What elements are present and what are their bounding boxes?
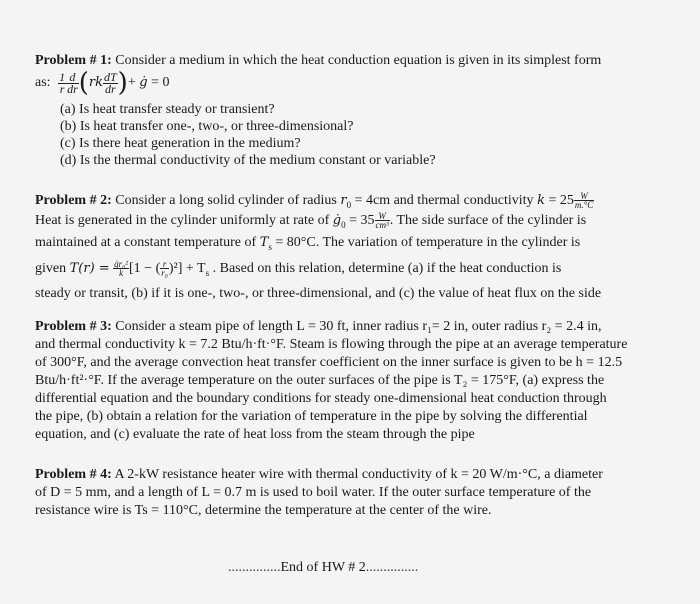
problem-3-line-7: equation, and (c) evaluate the rate of heat loss from the steam through the pipe <box>35 427 475 442</box>
problem-4-line-1: Problem # 4: A 2-kW resistance heater wire with thermal conductivity of k = 20 W/m·°C, a diameter <box>35 467 603 482</box>
problem-1-question-d: (d) Is the thermal conductivity of the medium constant or variable? <box>60 153 436 168</box>
problem-2-line-3: maintained at a constant temperature of $T_s = 80^\circ C$. The variation of temperature in the cylinder is <box>35 235 581 252</box>
problem-2-heading: Problem # 2: <box>35 193 112 208</box>
d-over-dr: $\frac{d}{dr}$ <box>67 69 78 96</box>
problem-3-line-2: and thermal conductivity k = 7.2 Btu/h·ft·°F. Steam is flowing through the pipe at an average temperature <box>35 337 628 352</box>
problem-3-heading: Problem # 3: <box>35 319 112 334</box>
r-over-r0: $\frac{r}{\text{r₀}}$ <box>161 259 168 279</box>
k-unit: $\frac{W}{m.^\circ C}$ <box>574 191 594 211</box>
problem-2-line-4: given T(r) = $\frac{\text{ġr₀²}}{k}$ [1 − ( $\frac{r}{\text{r₀}}$ )$^2] + T_s$ . Based on this relation, determine (a) if the heat conduction is <box>35 259 562 279</box>
problem-1-intro: Consider a medium in which the heat conduction equation is given in its simplest form <box>115 53 602 68</box>
rk-term: rk <box>88 75 103 91</box>
end-of-homework-text: End of HW # 2 <box>280 560 366 575</box>
problem-1-question-a: (a) Is heat transfer steady or transient? <box>60 102 275 117</box>
problem-3-line-1: Problem # 3: Consider a steam pipe of length L = 30 ft, inner radius r₁= 2 in, outer radius r₂ = 2.4 in, <box>35 319 602 334</box>
problem-2-line-1: Problem # 2: Consider a long solid cylinder of radius $r_0 = 4cm$ and thermal conductivity k = 25 $\frac{W}{m.^\circ C}$ <box>35 191 594 211</box>
problem-2-line-5: steady or transit, (b) if it is one-, two-, or three-dimensional, and (c) the value of heat flux on the side <box>35 286 602 301</box>
problem-1-question-b: (b) Is heat transfer one-, two-, or three-dimensional? <box>60 119 354 134</box>
problem-1-heading: Problem # 1: <box>35 53 112 68</box>
g-unit: $\frac{W}{\text{cm³}}$ <box>375 211 389 231</box>
problem-3-line-4: Btu/h·ft²·°F. If the average temperature on the outer surfaces of the pipe is T₂ = 175°F, (a) express the <box>35 373 605 388</box>
dT-over-dr: $\frac{dT}{dr}$ <box>103 69 117 96</box>
end-of-homework-footer: ...............End of HW # 2............... <box>228 560 419 575</box>
problem-3-line-5: differential equation and the boundary conditions for steady one-dimensional heat conduction through <box>35 391 607 406</box>
one-over-r: $\frac{1}{r}$ <box>59 69 66 96</box>
problem-4-heading: Problem # 4: <box>35 467 112 482</box>
gr0-over-k: $\frac{\text{ġr₀²}}{k}$ <box>114 259 129 279</box>
problem-4-line-2: of D = 5 mm, and a length of L = 0.7 m is used to boil water. If the outer surface temperature of the <box>35 485 592 500</box>
problem-2-line-2: Heat is generated in the cylinder uniformly at rate of $ġ_0 = 35$ $\frac{W}{\text{cm³}}$ . The side surface of the cylinder is <box>35 211 587 231</box>
problem-4-line-3: resistance wire is Ts = 110°C, determine the temperature at the center of the wire. <box>35 503 492 518</box>
problem-3-line-6: the pipe, (b) obtain a relation for the variation of temperature in the pipe by solving the differential <box>35 409 588 424</box>
problem-3-line-3: of 300°F, and the average convection heat transfer coefficient on the inner surface is given to be h = 12.5 <box>35 355 623 370</box>
gdot-symbol: ġ <box>139 75 148 91</box>
as-label: as: <box>35 75 51 91</box>
problem-1-question-c: (c) Is there heat generation in the medium? <box>60 136 301 151</box>
problem-1-equation: as: $\frac{1}{r}$ $\frac{d}{dr}$ (rk $\frac{dT}{dr}$ )+ ġ = 0 <box>35 68 170 98</box>
